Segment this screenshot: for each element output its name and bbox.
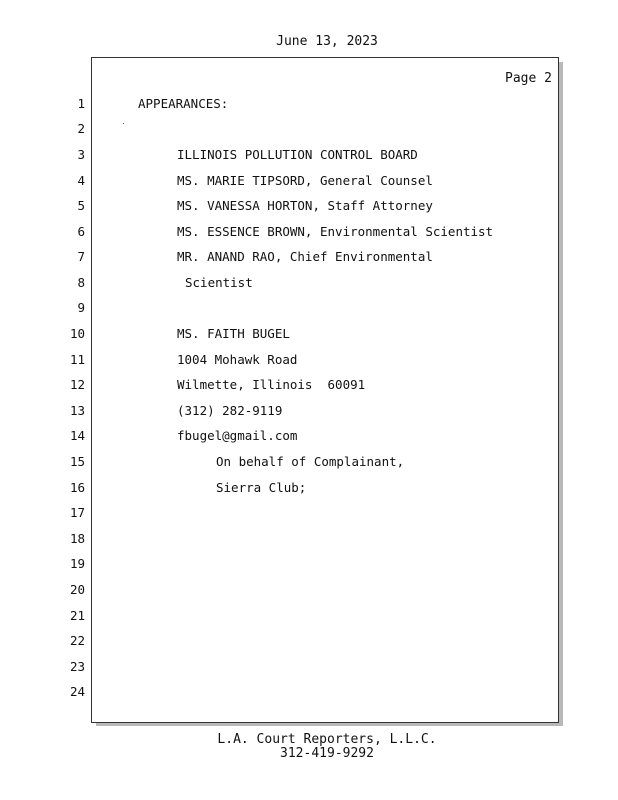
email-address: fbugel@gmail.com <box>177 428 298 443</box>
line-number: 21 <box>69 608 85 623</box>
line-number: 1 <box>77 96 85 111</box>
line-number: 15 <box>69 454 85 469</box>
board-name: ILLINOIS POLLUTION CONTROL BOARD <box>177 147 418 162</box>
phone-number: (312) 282-9119 <box>177 403 283 418</box>
line-number: 3 <box>77 147 85 162</box>
appearance-line: MS. MARIE TIPSORD, General Counsel <box>177 173 433 188</box>
footer-company: L.A. Court Reporters, L.L.C. <box>217 732 437 747</box>
line-number: 23 <box>69 659 85 674</box>
line-number: 6 <box>77 224 85 239</box>
line-number: 16 <box>69 480 85 495</box>
line-number: 2 <box>77 121 85 136</box>
page-speck <box>123 123 124 124</box>
representation-line: On behalf of Complainant, <box>216 454 405 469</box>
line-number: 14 <box>69 428 85 443</box>
attorney-name: MS. FAITH BUGEL <box>177 326 290 341</box>
footer-phone: 312-419-9292 <box>280 746 374 761</box>
line-number: 5 <box>77 198 85 213</box>
address-street: 1004 Mohawk Road <box>177 352 298 367</box>
line-number: 19 <box>69 556 85 571</box>
representation-line: Sierra Club; <box>216 480 307 495</box>
line-number: 22 <box>69 633 85 648</box>
line-number: 24 <box>69 684 85 699</box>
line-number: 7 <box>77 249 85 264</box>
appearances-heading: APPEARANCES: <box>138 96 229 111</box>
line-number: 9 <box>77 300 85 315</box>
appearance-line: MR. ANAND RAO, Chief Environmental <box>177 249 433 264</box>
line-number: 8 <box>77 275 85 290</box>
appearance-line: Scientist <box>185 275 253 290</box>
transcript-date: June 13, 2023 <box>276 34 378 49</box>
line-number: 4 <box>77 173 85 188</box>
line-number: 11 <box>69 352 85 367</box>
appearance-line: MS. ESSENCE BROWN, Environmental Scientist <box>177 224 494 239</box>
line-number: 17 <box>69 505 85 520</box>
line-number: 18 <box>69 531 85 546</box>
line-number: 20 <box>69 582 85 597</box>
line-number: 12 <box>69 377 85 392</box>
line-number: 13 <box>69 403 85 418</box>
line-number: 10 <box>69 326 85 341</box>
address-city: Wilmette, Illinois 60091 <box>177 377 366 392</box>
appearance-line: MS. VANESSA HORTON, Staff Attorney <box>177 198 433 213</box>
page-number: Page 2 <box>505 71 552 86</box>
